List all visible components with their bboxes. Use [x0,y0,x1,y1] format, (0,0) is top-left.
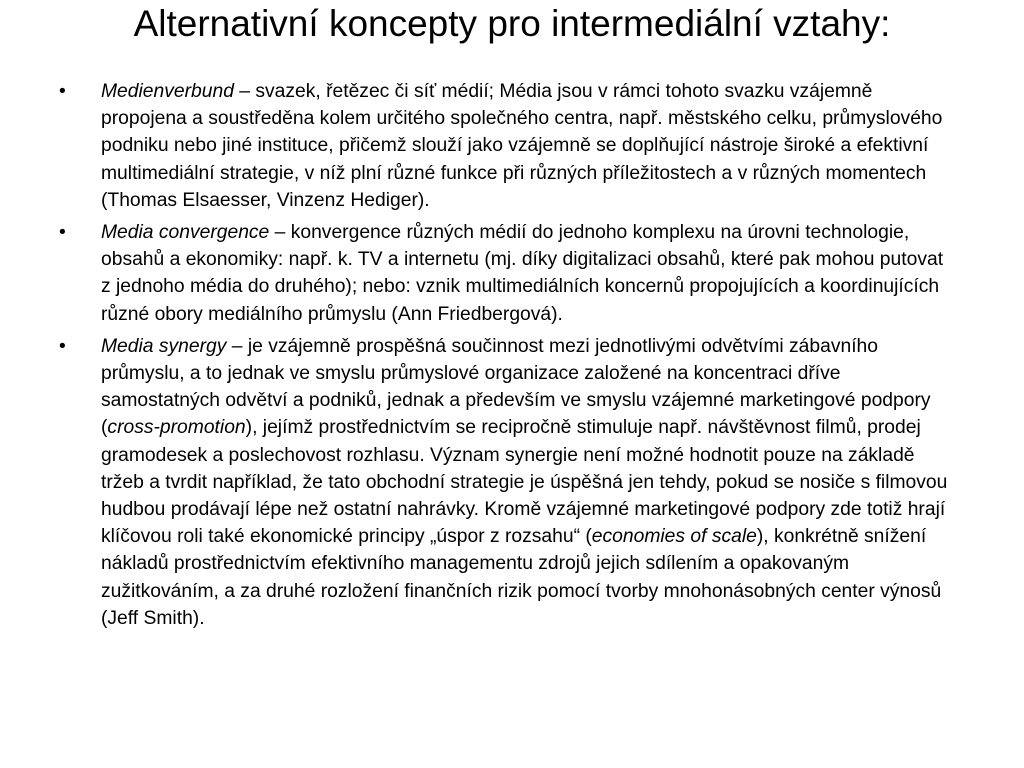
bullet-list [56,78,956,637]
term-medienverbund: Medienverbund [101,81,234,102]
definition-media-convergence: – konvergence různých médií do jednoho komplexu na úrovni technologie, obsahů a ekonomiky: např. k. TV a internetu (mj. díky digitalizaci obsahů, které pak mohou putovat z jednoho média do druhého); nebo: vznik multimediálních koncernů propojujících a koordinujících různé obory mediálního průmyslu (Ann Friedbergová). [101,222,944,325]
term-cross-promotion: cross-promotion [107,417,246,439]
definition-medienverbund: – svazek, řetězec či síť médií; Média jsou v rámci tohoto svazku vzájemně propojena a soustředěna kolem určitého společného centra, např. městského celku, průmyslového podniku nebo jiné instituce, přičemž slouží jako vzájemně se doplňující nástroje široké a efektivní multimediální strategie, v níž plní různé funkce při různých příležitostech a v různých momentech (Thomas Elsaesser, Vinzenz Hediger). [101,81,943,211]
bullet-media-convergence [56,219,956,328]
term-media-synergy: Media synergy [101,335,227,357]
bullet-marker: • [59,81,66,102]
bullet-medienverbund [56,78,956,214]
slide-title: Alternativní koncepty pro intermediální vztahy: [133,3,891,44]
bullet-marker: • [59,335,66,357]
term-economies-of-scale: economies of scale [591,526,757,548]
term-media-convergence: Media convergence [101,222,270,244]
definition-media-synergy-part-1: – je vzájemně prospěšná součinnost mezi jednotlivými odvětvími zábavního průmyslu, a to jednak ve smyslu průmyslové organizace založené na koncentraci dříve samostatných odvětví a podniků, jednak a především ve smyslu vzájemné marketingové podpory ( [101,335,931,439]
definition-media-synergy-part-2: ), jejímž prostřednictvím se recipročně stimuluje např. návštěvnost filmů, prodej gramodesek a poslechovost rozhlasu. Význam synergie není možné hodnotit pouze na základě tržeb a tvrdit například, že tato obchodní strategie je úspěšná jen tehdy, pokud se nosiče s filmovou hudbou prodávají lépe než ostatní nahrávky. Kromě vzájemné marketingové podpory zde totiž hrají klíčovou roli také ekonomické principy „úspor z rozsahu“ ( [101,417,948,548]
definition-media-synergy-part-3: ), konkrétně snížení nákladů prostřednictvím efektivního managementu zdrojů jejich sdílením a opakovaným zužitkováním, a za druhé rozložení finančních rizik pomocí tvorby mnohonásobných center výnosů (Jeff Smith). [101,526,942,629]
bullet-media-synergy [56,333,956,632]
bullet-marker: • [59,222,66,244]
